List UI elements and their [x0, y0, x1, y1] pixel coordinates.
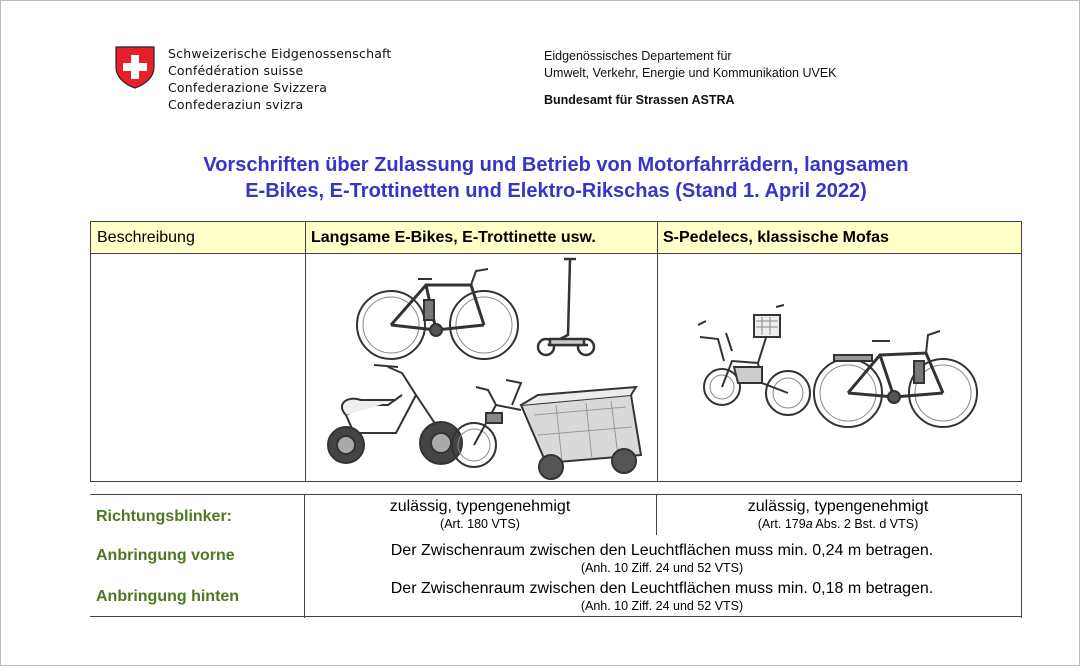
blinker-fast-value: zulässig, typengenehmigt — [747, 498, 929, 515]
title-line-2: E-Bikes, E-Trottinetten und Elektro-Rikschas (Stand 1. April 2022) — [245, 180, 867, 202]
blinker-fast-ref-part: a — [805, 517, 813, 531]
rear-spacing-value: Der Zwischenraum zwischen den Leuchtflächen muss min. 0,18 m betragen. — [390, 580, 934, 597]
department-name — [544, 48, 837, 82]
ebike-icon — [357, 269, 518, 359]
s-pedelecs-illustration — [658, 255, 1020, 481]
confederation-name-it: Confederazione Svizzera — [168, 80, 328, 95]
blinker-fast-reference — [656, 517, 1020, 531]
blinker-slow-value: zulässig, typengenehmigt — [389, 498, 571, 515]
cargo-trike-icon — [452, 380, 641, 479]
blinker-fast-ref-part: (Art. 179 — [757, 517, 806, 531]
front-spacing-reference: (Anh. 10 Ziff. 24 und 52 VTS) — [580, 561, 744, 575]
slow-ebikes-illustration — [306, 255, 656, 481]
document-title — [90, 152, 1022, 204]
header-description: Beschreibung — [91, 222, 305, 254]
swiss-coat-of-arms-icon — [114, 45, 156, 89]
classic-moped-icon — [698, 305, 810, 415]
header-slow-ebikes: Langsame E-Bikes, E-Trottinette usw. — [305, 222, 657, 254]
rear-spacing-reference: (Anh. 10 Ziff. 24 und 52 VTS) — [580, 599, 744, 613]
header-s-pedelecs: S-Pedelecs, klassische Mofas — [657, 222, 1021, 254]
rule-label-blinker: Richtungsblinker: — [96, 508, 233, 525]
front-spacing-value: Der Zwischenraum zwischen den Leuchtflächen muss min. 0,24 m betragen. — [390, 542, 934, 559]
department-line-1: Eidgenössisches Departement für — [544, 49, 732, 63]
s-pedelec-icon — [814, 331, 977, 427]
title-line-1: Vorschriften über Zulassung und Betrieb von Motorfahrrädern, langsamen — [203, 154, 909, 176]
vehicle-table — [90, 221, 1022, 482]
confederation-name-fr: Confédération suisse — [168, 63, 304, 78]
blinker-slow-reference: (Art. 180 VTS) — [440, 517, 520, 531]
e-moped-icon — [328, 365, 462, 464]
column-divider — [1021, 495, 1022, 618]
rule-label-rear: Anbringung hinten — [96, 588, 240, 605]
department-line-2: Umwelt, Verkehr, Energie und Kommunikation UVEK — [544, 66, 837, 80]
confederation-name-rm: Confederaziun svizra — [168, 97, 304, 112]
federal-office-name: Bundesamt für Strassen ASTRA — [544, 93, 735, 107]
rules-table — [90, 494, 1022, 617]
e-scooter-icon — [538, 259, 594, 355]
confederation-names — [168, 45, 392, 113]
confederation-name-de: Schweizerische Eidgenossenschaft — [168, 46, 392, 61]
blinker-fast-ref-part: Abs. 2 Bst. d VTS) — [812, 517, 919, 531]
rule-label-front: Anbringung vorne — [96, 547, 235, 564]
